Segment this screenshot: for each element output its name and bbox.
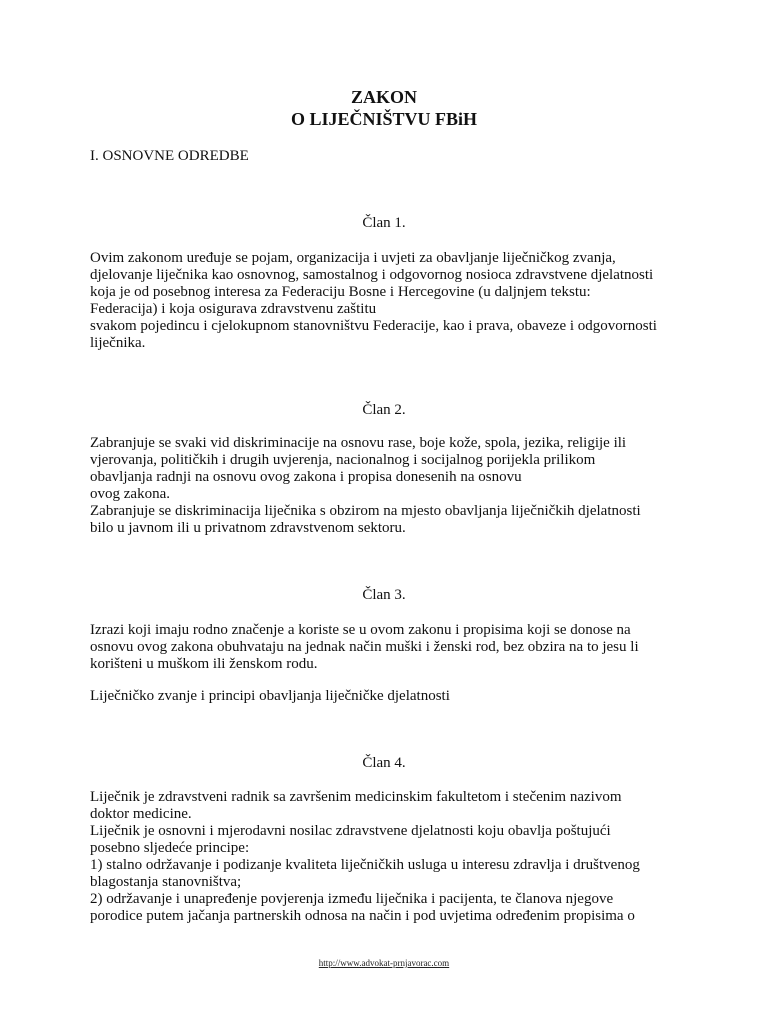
footer-link[interactable]: http://www.advokat-prnjavorac.com <box>318 958 450 968</box>
text-line: doktor medicine. <box>90 806 192 822</box>
document-title: ZAKON <box>350 87 417 107</box>
text-line: liječnika. <box>90 335 146 351</box>
text-line: Liječničko zvanje i principi obavljanja liječničke djelatnosti <box>90 688 450 704</box>
text-line: 2) održavanje i unapređenje povjerenja između liječnika i pacijenta, te članova njegove <box>90 891 614 907</box>
text-line: Izrazi koji imaju rodno značenje a koriste se u ovom zakonu i propisima koji se donose na <box>90 622 631 638</box>
section-heading: I. OSNOVNE ODREDBE <box>90 148 249 164</box>
text-line: Liječnik je osnovni i mjerodavni nosilac zdravstvene djelatnosti koju obavlja poštujući <box>90 823 611 839</box>
text-line: Zabranjuje se diskriminacija liječnika s obzirom na mjesto obavljanja liječničkih djelatnosti <box>90 503 641 519</box>
text-line: obavljanja radnji na osnovu ovog zakona i propisa donesenih na osnovu <box>90 469 522 485</box>
text-line: osnovu ovog zakona obuhvataju na jednak način muški i ženski rod, bez obzira na to jesu li <box>90 639 639 655</box>
text-line: Liječnik je zdravstveni radnik sa završenim medicinskim fakultetom i stečenim nazivom <box>90 789 622 805</box>
text-line: svakom pojedincu i cjelokupnom stanovništvu Federacije, kao i prava, obaveze i odgovornosti <box>90 318 657 334</box>
article-2-heading: Član 2. <box>362 402 406 418</box>
article-3-heading: Član 3. <box>362 587 406 603</box>
text-line: posebno sljedeće principe: <box>90 840 250 856</box>
document-subtitle: O LIJEČNIŠTVU FBiH <box>290 109 478 129</box>
text-line: korišteni u muškom ili ženskom rodu. <box>90 656 318 672</box>
article-1-paragraph <box>90 250 690 352</box>
text-line: Ovim zakonom uređuje se pojam, organizacija i uvjeti za obavljanje liječničkog zvanja, <box>90 250 616 266</box>
text-line: Federacija) i koja osigurava zdravstvenu zaštitu <box>90 301 377 317</box>
text-line: djelovanje liječnika kao osnovnog, samostalnog i odgovornog nosioca zdravstvene djelatnosti <box>90 267 654 283</box>
article-4-heading: Član 4. <box>362 755 406 771</box>
text-line: 1) stalno održavanje i podizanje kvaliteta liječničkih usluga u interesu zdravlja i društvenog <box>90 857 640 873</box>
text-line: bilo u javnom ili u privatnom zdravstvenom sektoru. <box>90 520 406 536</box>
article-3-paragraph <box>90 622 690 673</box>
text-line: vjerovanja, političkih i drugih uvjerenja, nacionalnog i socijalnog porijekla prilikom <box>90 452 596 468</box>
text-line: ovog zakona. <box>90 486 170 502</box>
text-line: blagostanja stanovništva; <box>90 874 242 890</box>
text-line: koja je od posebnog interesa za Federaciju Bosne i Hercegovine (u daljnjem tekstu: <box>90 284 591 300</box>
text-line: Zabranjuje se svaki vid diskriminacije na osnovu rase, boje kože, spola, jezika, religije ili <box>90 435 627 451</box>
article-4-paragraph <box>90 789 690 925</box>
article-3-subheading <box>90 688 690 705</box>
article-2-paragraph <box>90 435 690 537</box>
article-1-heading: Član 1. <box>362 215 406 231</box>
text-line: porodice putem jačanja partnerskih odnosa na način i pod uvjetima određenim propisima o <box>90 908 635 924</box>
